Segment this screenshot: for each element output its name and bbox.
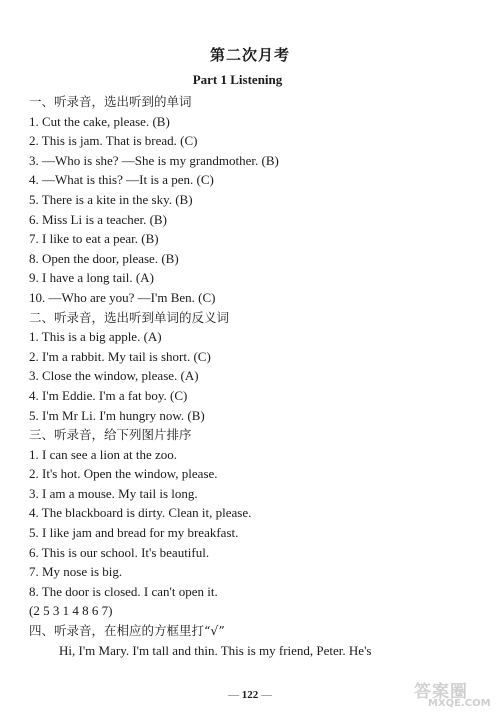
watermark-logo xyxy=(414,677,494,711)
line-6: 5. There is a kite in the sky. (B) xyxy=(29,191,193,207)
line-2: 1. Cut the cake, please. (B) xyxy=(29,113,170,129)
page-number-dash-right: — xyxy=(261,689,272,701)
page-number-dash-left: — xyxy=(228,689,239,701)
line-19: 1. I can see a lion at the zoo. xyxy=(29,446,177,462)
line-3: 2. This is jam. That is bread. (C) xyxy=(29,133,198,149)
line-22: 4. The blackboard is dirty. Clean it, please. xyxy=(29,505,252,521)
watermark-main-text: 答案圈 xyxy=(414,682,468,702)
line-27: (2 5 3 1 4 8 6 7) xyxy=(29,603,113,619)
line-16: 4. I'm Eddie. I'm a fat boy. (C) xyxy=(29,387,188,403)
page-title: 第二次月考 xyxy=(209,46,290,64)
line-5: 4. —What is this? —It is a pen. (C) xyxy=(29,172,214,188)
line-14: 2. I'm a rabbit. My tail is short. (C) xyxy=(29,348,211,364)
line-4: 3. —Who is she? —She is my grandmother. (B) xyxy=(29,152,279,168)
line-21: 3. I am a mouse. My tail is long. xyxy=(29,485,198,501)
line-28: 四、听录音，在相应的方框里打“√” xyxy=(29,623,225,639)
watermark-sub-text: MXQE.COM xyxy=(428,698,491,709)
line-12: 二、听录音，选出听到单词的反义词 xyxy=(29,309,230,325)
line-29: Hi, I'm Mary. I'm tall and thin. This is my friend, Peter. He's xyxy=(59,642,372,658)
page-number: 122 xyxy=(241,689,259,701)
line-8: 7. I like to eat a pear. (B) xyxy=(29,231,159,247)
line-23: 5. I like jam and bread for my breakfast. xyxy=(29,525,239,541)
line-26: 8. The door is closed. I can't open it. xyxy=(29,583,218,599)
line-20: 2. It's hot. Open the window, please. xyxy=(29,466,218,482)
line-25: 7. My nose is big. xyxy=(29,564,123,580)
line-18: 三、听录音，给下列图片排序 xyxy=(29,427,192,443)
line-13: 1. This is a big apple. (A) xyxy=(29,329,162,345)
line-15: 3. Close the window, please. (A) xyxy=(29,368,199,384)
section-subtitle: Part 1 Listening xyxy=(192,72,283,87)
line-9: 8. Open the door, please. (B) xyxy=(29,250,179,266)
line-7: 6. Miss Li is a teacher. (B) xyxy=(29,211,167,227)
line-10: 9. I have a long tail. (A) xyxy=(29,270,154,286)
exam-content xyxy=(29,92,469,660)
line-1: 一、听录音，选出听到的单词 xyxy=(29,94,192,109)
line-17: 5. I'm Mr Li. I'm hungry now. (B) xyxy=(29,407,205,423)
line-24: 6. This is our school. It's beautiful. xyxy=(29,544,210,560)
line-11: 10. —Who are you? —I'm Ben. (C) xyxy=(29,289,216,305)
